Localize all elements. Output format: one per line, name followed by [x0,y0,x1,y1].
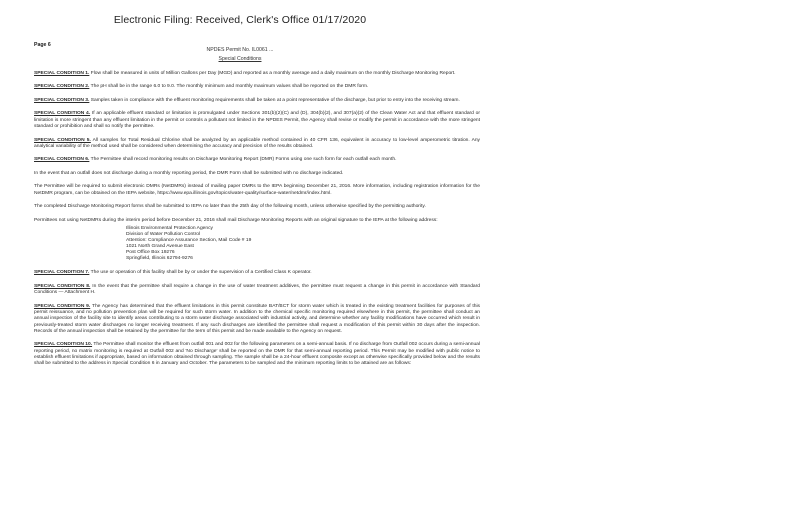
special-condition-8 [34,284,480,297]
special-condition-1 [34,71,480,77]
special-condition-4 [34,111,480,130]
condition-label: SPECIAL CONDITION 2. [34,84,90,90]
condition-label: SPECIAL CONDITION 8. [34,283,91,289]
special-condition-10 [34,342,480,367]
permit-number: NPDES Permit No. IL0061 ... [206,47,274,53]
condition-text: All samples for Total Residual Chlorine shall be analyzed by an applicable method contained in 40 CFR 136, equivalent in accuracy to low-level amperometric titration. Any analytical variability of the method used shall be considered when determining the accuracy and precision of the results obtained. [34,137,480,149]
dmr-deadline-paragraph: The completed Discharge Monitoring Report forms shall be submitted to IEPA no later than the 25th day of the following month, unless otherwise specified by the permitting authority. [34,204,426,210]
filing-stamp-header: Electronic Filing: Received, Clerk's Office 01/17/2020 [113,14,367,26]
special-condition-5 [34,138,480,151]
condition-label: SPECIAL CONDITION 7. [34,270,90,276]
condition-label: SPECIAL CONDITION 6. [34,157,90,163]
special-condition-2 [34,84,480,90]
condition-label: SPECIAL CONDITION 5. [34,137,91,143]
condition-text: The Agency has determined that the effluent limitations in this permit constitute BAT/BCT for storm water which is treated in the existing treatment facilities for purposes of this permit reissuance, and no pollution prevention plan will be required for such storm water. In addition to the chemical specific monitoring required elsewhere in this permit, the permittee shall conduct an annual inspection of the facility site to identify areas contributing to a storm water discharge associated with industrial activity, and determine whether any facility modifications have occurred which result in previously-treated storm water discharges no longer receiving treatment. If any such discharges are identified the permittee shall request a modification of this permit within 30 days after the inspection. Records of the annual inspection shall be retained by the permittee for the term of this permit and be made available to the Agency on request. [34,303,480,334]
page-number: Page 6 [34,42,51,48]
document-body [34,71,480,375]
condition-text: Samples taken in compliance with the effluent monitoring requirements shall be taken at a point representative of the discharge, but prior to entry into the receiving stream. [90,97,460,103]
address-line: Post Office Box 19276 [126,250,175,256]
condition-text: The use or operation of this facility shall be by or under the supervision of a Certified Class K operator. [90,270,312,276]
special-condition-9 [34,304,480,335]
condition-text: The pH shall be in the range 6.0 to 9.0. The monthly minimum and monthly maximum values shall be reported on the DMR form. [90,84,369,90]
address-line: Springfield, Illinois 62794-9276 [126,256,193,262]
address-line: Illinois Environmental Protection Agency [126,225,213,231]
condition-label: SPECIAL CONDITION 9. [34,303,91,309]
netdmr-paragraph: The Permittee will be required to submit electronic DMRs (NetDMRs) instead of mailing paper DMRs to the IEPA beginning December 21, 2016. More information, including registration information for the NetDMR program, can be obtained on the IEPA website, https://www.epa.illinois.gov/topics/water-quality/surface-water/netdmr/index.html. [34,184,480,196]
condition-text: The Permittee shall record monitoring results on Discharge Monitoring Report (DMR) Forms using one such form for each outfall each month. [90,157,397,163]
special-condition-7 [34,270,480,276]
address-line: Attention: Compliance Assurance Section, Mail Code # 19 [126,238,252,244]
condition-text: In the event that the permittee shall require a change in the use of water treatment additives, the permittee must request a change in this permit in accordance with Standard Conditions — Attachment H. [34,283,480,296]
condition-label: SPECIAL CONDITION 4. [34,111,91,117]
mailing-paragraph: Permittees not using NetDMRs during the interim period before December 21, 2016 shall mail Discharge Monitoring Reports with an original signature to the IEPA at the following address: [34,217,438,223]
special-condition-6 [34,157,480,163]
condition-text: If an applicable effluent standard or limitation is promulgated under Sections 301(b)(2)(C) and (D), 304(b)(2), and 307(a)(2) of the Clean Water Act and that effluent standard or limitation is more stringent than any effluent limitation in the permit or controls a pollutant not limited in the NPDES Permit, the Agency shall revise or modify the permit in accordance with the more stringent standard or prohibition and shall so notify the permittee. [34,111,480,130]
condition-text: The Permittee shall monitor the effluent from outfall 001 and 002 for the following parameters on a semi-annual basis. If no discharge from Outfall 002 occurs during a semi-annual reporting period, no matrix monitoring is required at Outfall 002 and 'No Discharge' shall be reported on the DMR for that semi-annual reporting period. This Permit may be modified with public notice to establish effluent limitations if appropriate, based on information obtained through sampling. The sample shall be a 24-hour effluent composite except as otherwise specifically provided below and the results shall be submitted to the address in Special Condition 6 in January and October. The parameters to be sampled and the minimum reporting limits to be attained are as follows: [34,342,480,367]
mailing-address [126,226,480,263]
condition-label: SPECIAL CONDITION 3. [34,97,90,103]
special-condition-3 [34,98,480,104]
address-line: Division of Water Pollution Control [126,231,201,237]
section-title: Special Conditions [218,56,262,62]
condition-label: SPECIAL CONDITION 1. [34,71,90,76]
condition-text: Flow shall be measured in units of Million Gallons per Day (MGD) and reported as a monthly average and a daily maximum on the monthly Discharge Monitoring Report. [90,71,456,76]
condition-label: SPECIAL CONDITION 10. [34,342,93,348]
address-line: 1021 North Grand Avenue East [126,244,194,250]
no-discharge-paragraph: In the event that an outfall does not discharge during a monthly reporting period, the DMR Form shall be submitted with no discharge indicated. [34,170,344,176]
